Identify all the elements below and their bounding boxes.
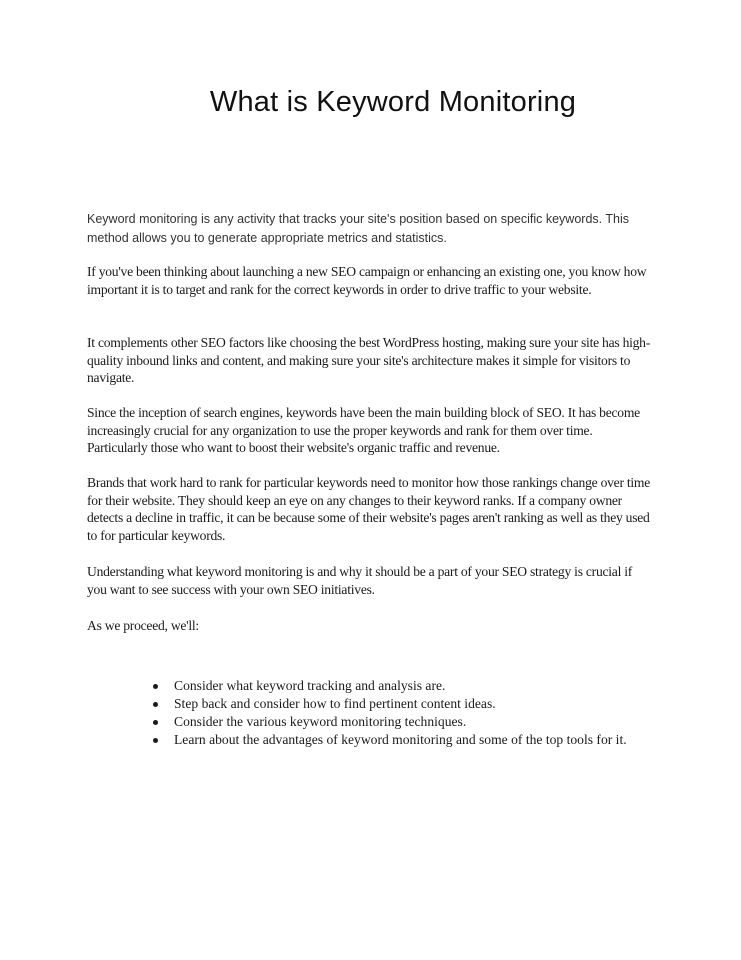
bullet-dot-icon	[153, 702, 158, 707]
list-item	[150, 677, 630, 695]
list-item-text: Step back and consider how to find pertinent content ideas.	[174, 696, 496, 711]
bullet-list	[150, 677, 630, 749]
list-item	[150, 713, 630, 731]
list-item	[150, 731, 630, 749]
list-item-text: Consider what keyword tracking and analysis are.	[174, 678, 446, 693]
bullet-dot-icon	[153, 738, 158, 743]
intro-paragraph: Keyword monitoring is any activity that tracks your site's position based on specific keywords. This method allows you to generate appropriate metrics and statistics.	[87, 212, 629, 245]
bullet-dot-icon	[153, 684, 158, 689]
paragraph-seo-campaign: If you've been thinking about launching a new SEO campaign or enhancing an existing one, you know how important it is to target and rank for the correct keywords in order to drive traffic to your website.	[87, 264, 647, 297]
paragraph-proceed: As we proceed, we'll:	[87, 618, 199, 633]
paragraph-understanding: Understanding what keyword monitoring is and why it should be a part of your SEO strategy is crucial if you want to see success with your own SEO initiatives.	[87, 564, 633, 597]
paragraph-search-engines: Since the inception of search engines, keywords have been the main building block of SEO. It has become increasingly crucial for any organization to use the proper keywords and rank for them over time. Particularly those who want to boost their website's organic traffic and revenue.	[87, 405, 640, 455]
list-item-text: Learn about the advantages of keyword monitoring and some of the top tools for it.	[174, 732, 627, 747]
list-item	[150, 695, 630, 713]
page-title: What is Keyword Monitoring	[209, 86, 577, 118]
bullet-dot-icon	[153, 720, 158, 725]
paragraph-seo-factors: It complements other SEO factors like choosing the best WordPress hosting, making sure your site has high-quality inbound links and content, and making sure your site's architecture makes it simple for visitors to navigate.	[87, 335, 651, 385]
paragraph-brands: Brands that work hard to rank for particular keywords need to monitor how those rankings change over time for their website. They should keep an eye on any changes to their keyword ranks. If a company owner detects a decline in traffic, it can be because some of their website's pages aren't ranking as well as they used to for particular keywords.	[87, 475, 651, 543]
list-item-text: Consider the various keyword monitoring techniques.	[174, 714, 467, 729]
